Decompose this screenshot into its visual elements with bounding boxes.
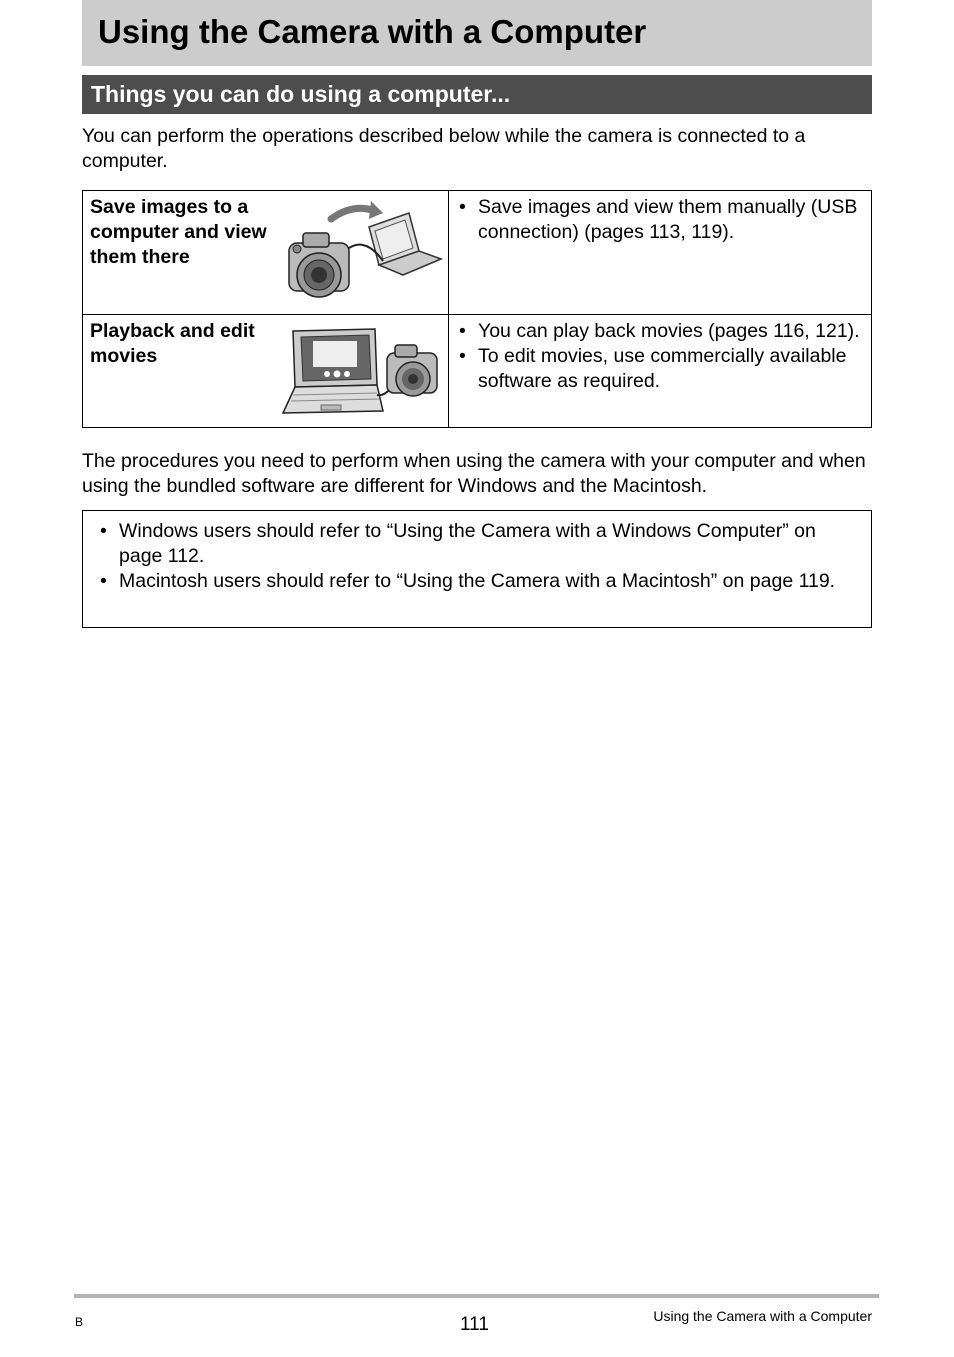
feature-label: Save images to a computer and view them there [90, 196, 267, 268]
procedures-paragraph: The procedures you need to perform when using the camera with your computer and when using the bundled software are different for Windows and the Macintosh. [82, 450, 866, 497]
bullet-icon: • [459, 345, 466, 367]
note-box [82, 510, 872, 628]
bullet-text: Windows users should refer to “Using the Camera with a Windows Computer” on page 112. [119, 520, 816, 567]
title-bar [82, 0, 872, 66]
bullet-icon: • [459, 196, 466, 218]
feature-description-cell [449, 191, 872, 315]
bullet-text: Macintosh users should refer to “Using the Camera with a Macintosh” on page 119. [119, 570, 836, 592]
feature-description-cell [449, 315, 872, 428]
features-table [82, 190, 872, 428]
list-item [459, 344, 861, 394]
list-item [100, 519, 850, 569]
bullet-icon: • [100, 520, 107, 542]
bullet-icon: • [100, 570, 107, 592]
feature-bullets [459, 195, 861, 245]
list-item [100, 569, 850, 594]
footer-rule [74, 1294, 879, 1298]
note-bullets [100, 519, 850, 594]
camera-to-laptop-icon [283, 197, 443, 305]
feature-label: Playback and edit movies [90, 320, 255, 367]
table-row [83, 191, 872, 315]
section-bar [82, 75, 872, 114]
feature-cell [83, 191, 449, 315]
bullet-icon: • [459, 320, 466, 342]
list-item [459, 319, 861, 344]
list-item [459, 195, 861, 245]
page-number: 111 [460, 1314, 489, 1335]
bullet-text: To edit movies, use commercially available software as required. [478, 345, 847, 392]
feature-cell [83, 315, 449, 428]
page-title: Using the Camera with a Computer [98, 13, 647, 50]
bullet-text: You can play back movies (pages 116, 121). [478, 320, 860, 342]
footer-language-code: B [75, 1315, 84, 1329]
section-title: Things you can do using a computer... [91, 81, 511, 107]
feature-bullets [459, 319, 861, 394]
laptop-movie-camera-icon [279, 325, 441, 419]
footer-chapter-title: Using the Camera with a Computer [653, 1308, 872, 1324]
intro-paragraph: You can perform the operations described below while the camera is connected to a computer. [82, 125, 806, 172]
table-row [83, 315, 872, 428]
bullet-text: Save images and view them manually (USB connection) (pages 113, 119). [478, 196, 858, 243]
